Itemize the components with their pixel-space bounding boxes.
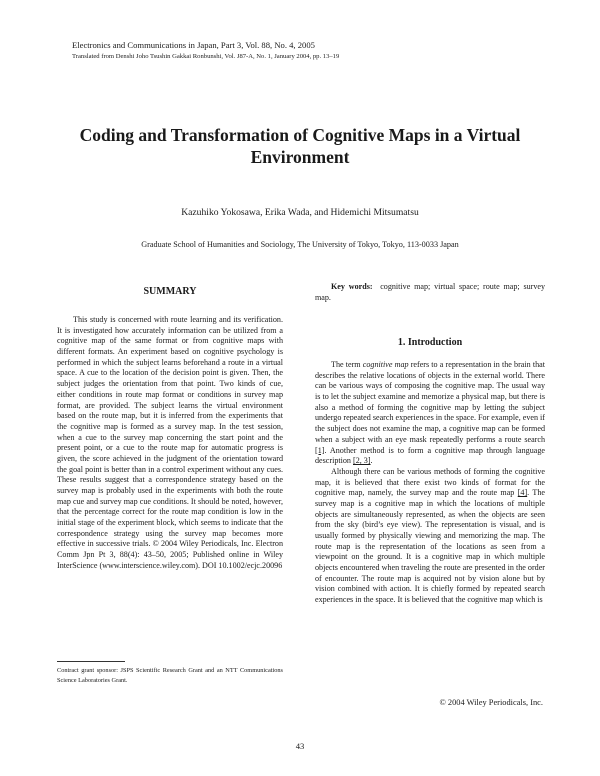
keywords	[315, 282, 545, 303]
intro-heading: 1. Introduction	[397, 337, 463, 348]
journal-line: Electronics and Communications in Japan, Part 3, Vol. 88, No. 4, 2005	[72, 40, 315, 50]
intro-paragraph-2: Although there can be various methods of forming the cognitive map, it is believed that there exist two kinds of format for the cognitive map, namely, the survey map and the route map [4]. The survey map is a cognitive map in which the locations of multiple objects are simultaneously represented, as when the objects are seen from the sky (bird’s eye view). The representation is visual, and is usually formed by physically viewing and memorizing the map. The route map is the representation of the locations as seen from a viewpoint on the ground. It is a cognitive map in which multiple objects encountered when traveling the route are presented in the order of encounter. The route map is acquired not by vision alone but by vision combined with action. It is chiefly formed by repeated search experiences in the space. It is believed that the cognitive map which is	[315, 466, 546, 605]
affiliation: Graduate School of Humanities and Sociology, The University of Tokyo, Tokyo, 113-0033 Japan	[141, 240, 459, 249]
summary-heading: SUMMARY	[143, 286, 197, 297]
citation-link[interactable]: [1]	[315, 445, 325, 455]
translated-line: Translated from Denshi Joho Tsushin Gakkai Ronbunshi, Vol. J87-A, No. 1, January 2004, pp. 13–19	[72, 53, 340, 60]
copyright: © 2004 Wiley Periodicals, Inc.	[439, 698, 543, 707]
footnote-divider	[57, 661, 125, 662]
journal-header	[72, 40, 339, 62]
page-number: 43	[295, 741, 305, 751]
keywords-text: cognitive map; virtual space; route map; survey map.	[315, 282, 546, 302]
authors: Kazuhiko Yokosawa, Erika Wada, and Hidemichi Mitsumatsu	[181, 207, 419, 218]
intro-body	[315, 360, 545, 606]
citation-link[interactable]: [4]	[517, 488, 528, 498]
summary-text: This study is concerned with route learning and its verification. It is investigated how accurately information can be utilized from a cognitive map of the same format or from cognitive maps with different formats. An experiment based on cognitive psychology is performed in which the subject learns beforehand a route in a virtual space. A cue to the location of the decision point is given. Then, the subject judges the orientation from that point. Two kinds of cue, either conditions in route map format or conditions in survey map format, are provided. The subject learns the virtual environment based on the route map, but it is inferred from the experiments that the cognitive map is formed as a survey map. In the test session, when a cue to the survey map concerning the start point and the present point, or a cue to the route map for automatic progress is given, the score achieved in the judgment of the orientation toward the goal point is better than in a control experiment without any cues. These results suggest that a correspondence strategy based on the survey map is probably used in the experiments with both the route map cue and survey map cue conditions. It should be noted, however, that the percentage correct for the route map condition is low in the initial stage of the experiment block, which seems to indicate that the correspondence strategy using the survey map becomes more effective in successive trials. © 2004 Wiley Periodicals, Inc. Electron Comm Jpn Pt 3, 88(4): 43–50, 2005; Published online in Wiley InterScience (www.interscience.wiley.com). DOI 10.1002/ecjc.20096	[57, 315, 283, 570]
keywords-label: Key words:	[331, 282, 373, 291]
summary-body	[57, 315, 283, 572]
paper-title: Coding and Transformation of Cognitive Maps in a Virtual Environment	[79, 125, 521, 167]
footnote: Contract grant sponsor: JSPS Scientific Research Grant and an NTT Communications Science Laboratories Grant.	[57, 667, 283, 684]
intro-paragraph-1: The term cognitive map refers to a representation in the brain that describes the relative locations of objects in the external world. There can be various ways of composing the cognitive map. The usual way is to let the subject examine and memorize a physical map, but there is also a method of forming the cognitive map by letting the subject undergo repeated search experiences in the space. For example, even if the subject does not examine the map, a cognitive map can be formed when a subject with an eye mask repeatedly performs a route search [1]. Another method is to form a cognitive map through language description [2, 3].	[315, 360, 545, 466]
citation-link[interactable]: [2, 3]	[353, 456, 371, 466]
term-cognitive-map: cognitive map	[362, 360, 409, 369]
